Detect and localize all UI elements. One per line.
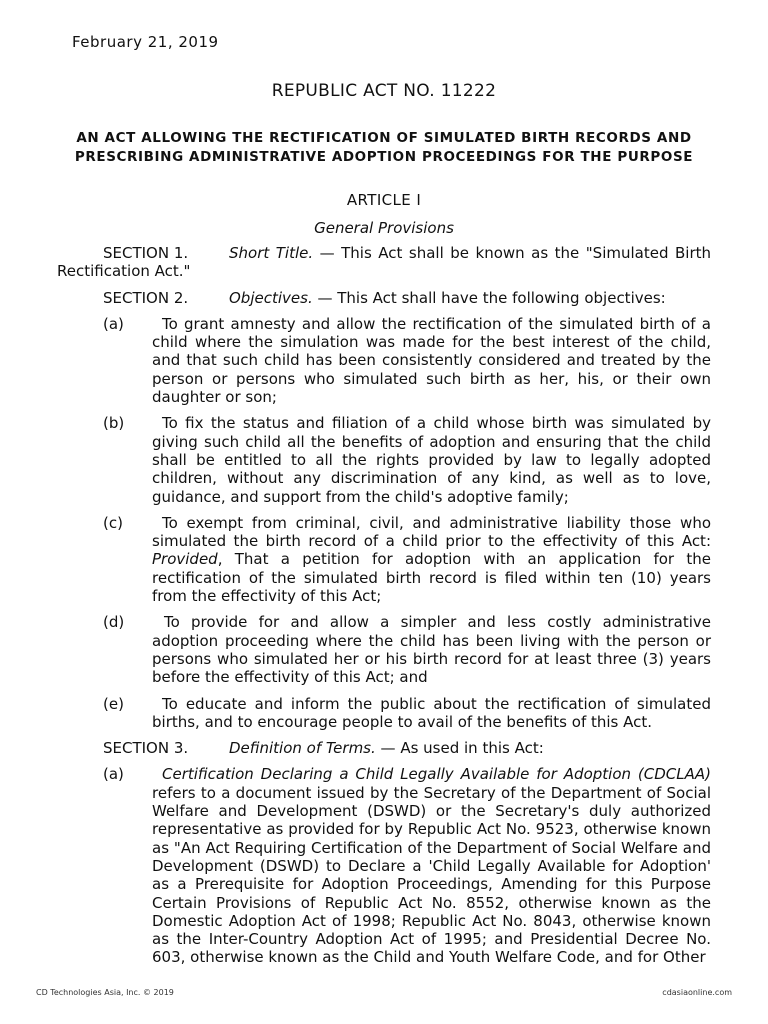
item-label: (a) xyxy=(103,314,124,333)
item-text-after: , That a petition for adoption with an application for the rectification of the simulated birth record is filed within ten (10) years from the effectivity of this Act; xyxy=(152,550,711,606)
article-subheading: General Provisions xyxy=(314,219,454,237)
section-text: — This Act shall have the following objectives: xyxy=(312,288,666,307)
section-1 xyxy=(57,244,711,281)
item-label: (a) xyxy=(103,765,124,784)
item-text: To educate and inform the public about the rectification of simulated births, and to encourage people to avail of the benefits of this Act. xyxy=(152,694,711,731)
item-text xyxy=(152,765,711,966)
item-text xyxy=(152,514,711,605)
item-text-italic: Provided xyxy=(152,550,218,569)
item-text-italic: Certification Declaring a Child Legally Available for Adoption (CDCLAA) xyxy=(162,765,711,784)
document-body xyxy=(57,244,711,975)
article-heading: ARTICLE I xyxy=(346,191,422,209)
section-number: SECTION 2. xyxy=(103,288,189,307)
section-title: Objectives. xyxy=(229,288,313,307)
footer-website: cdasiaonline.com xyxy=(662,988,732,997)
list-item xyxy=(57,613,711,686)
item-text: To grant amnesty and allow the rectification of the simulated birth of a child where the simulation was made for the best interest of the child, and that such child has been consistently considered and treated by the person or persons who simulated such birth as her, his, or their own daughter or son; xyxy=(152,314,711,407)
item-text: To provide for and allow a simpler and less costly administrative adoption proceeding where the child has been living with the person or persons who simulated her or his birth record for at least three (3) years before the effectivity of this Act; and xyxy=(152,613,711,687)
list-item xyxy=(57,414,711,505)
item-text: To fix the status and filiation of a child whose birth was simulated by giving such child all the benefits of adoption and ensuring that the child shall be entitled to all the rights provided by law to legally adopted children, without any discrimination of any kind, as well as to love, guidance, and support from the child's adoptive family; xyxy=(152,414,711,506)
footer-copyright: CD Technologies Asia, Inc. © 2019 xyxy=(36,988,174,997)
section-2 xyxy=(57,289,711,307)
document-date: February 21, 2019 xyxy=(72,33,219,51)
item-text-before: To exempt from criminal, civil, and administrative liability those who simulated the birth record of a child prior to the effectivity of this Act: xyxy=(152,513,711,551)
item-label: (e) xyxy=(103,694,124,713)
section-3 xyxy=(57,739,711,757)
item-text-after: refers to a document issued by the Secretary of the Department of Social Welfare and Development (DSWD) or the Secretary's duly authorized representative as provided for by Republic Act No. 9523, otherwise known as "An Act Requiring Certification of the Department of Social Welfare and Development (DSWD) to Declare a 'Child Legally Available for Adoption' as a Prerequisite for Adoption Proceedings, Amending for this Purpose Certain Provisions of Republic Act No. 8552, otherwise known as the Domestic Adoption Act of 1998; Republic Act No. 8043, otherwise known as the Inter-Country Adoption Act of 1995; and Presidential Decree No. 603, otherwise known as the Child and Youth Welfare Code, and for Other xyxy=(152,783,711,967)
list-item xyxy=(57,695,711,732)
section-title: Short Title. xyxy=(229,244,314,262)
list-item xyxy=(57,514,711,605)
section-title: Definition of Terms. xyxy=(229,739,376,758)
list-item xyxy=(57,765,711,966)
item-label: (c) xyxy=(103,513,123,532)
section-text: — As used in this Act: xyxy=(375,739,544,758)
act-number-heading: REPUBLIC ACT NO. 11222 xyxy=(271,81,497,101)
item-label: (b) xyxy=(103,414,125,433)
section-number: SECTION 3. xyxy=(103,739,189,758)
item-label: (d) xyxy=(103,613,125,632)
section-text: — This Act shall be known as the "Simulated Birth Rectification Act." xyxy=(57,244,711,281)
act-title: AN ACT ALLOWING THE RECTIFICATION OF SIMULATED BIRTH RECORDS AND PRESCRIBING ADMINISTRATIVE ADOPTION PROCEEDINGS FOR THE PURPOSE xyxy=(74,130,694,165)
section-number: SECTION 1. xyxy=(103,244,189,262)
list-item xyxy=(57,315,711,406)
